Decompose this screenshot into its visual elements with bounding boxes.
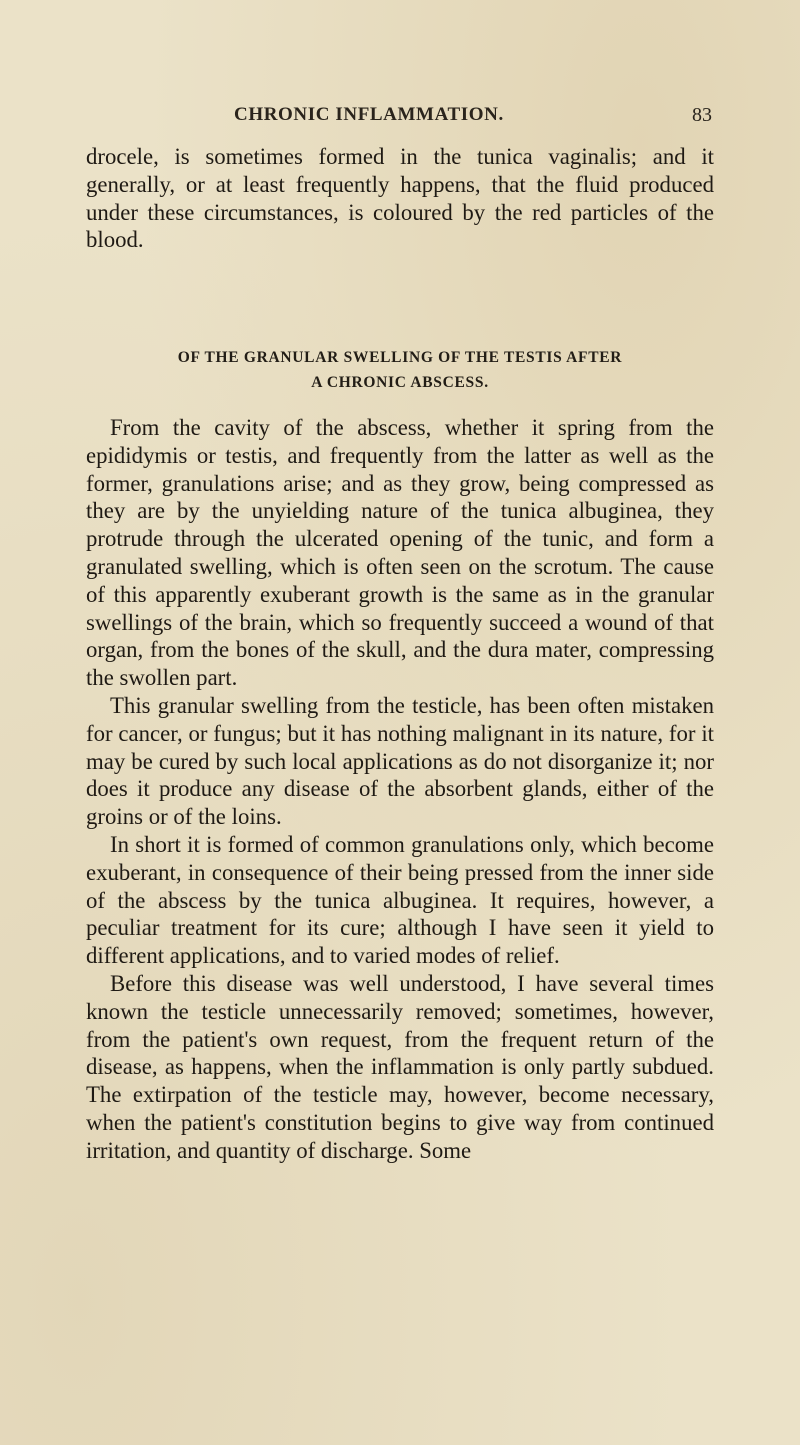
paragraph: Before this disease was well understood, I have several times known the testicle unnecessarily removed; sometimes, however, from the patient's own request, from the frequent return of the disease, as happens, when the inflammation is only partly subdued. The extirpation of the testicle may, however, become necessary, when the patient's constitution begins to give way from continued irritation, and quantity of discharge. Some xyxy=(86,970,714,1163)
section-title xyxy=(86,345,714,395)
paragraph: drocele, is sometimes formed in the tunica vaginalis; and it generally, or at least frequently happens, that the fluid produced under these circumstances, is coloured by the red particles of the blood. xyxy=(86,144,714,253)
paragraph: From the cavity of the abscess, whether it spring from the epididymis or testis, and frequently from the latter as well as the former, granulations arise; and as they grow, being compressed as they are by the unyielding nature of the tunica albuginea, they protrude through the ulcerated opening of the tunic, and form a granulated swelling, which is often seen on the scrotum. The cause of this apparently exuberant growth is the same as in the granular swellings of the brain, which so frequently succeed a wound of that organ, from the bones of the skull, and the dura mater, compressing the swollen part. xyxy=(86,415,714,691)
opening-paragraph xyxy=(86,143,714,254)
paragraph: This granular swelling from the testicle, has been often mistaken for cancer, or fungus; but it has nothing malignant in its nature, for it may be cured by such local applications as do not disorganize it; nor does it produce any disease of the absorbent glands, either of the groins or of the loins. xyxy=(86,692,714,830)
section-title-line-2: A CHRONIC ABSCESS. xyxy=(311,374,489,391)
page-number: 83 xyxy=(692,104,712,126)
section-body xyxy=(86,414,714,1165)
running-head: CHRONIC INFLAMMATION. xyxy=(234,104,504,125)
section-title-line-1: OF THE GRANULAR SWELLING OF THE TESTIS AFTER xyxy=(177,349,623,366)
page-header xyxy=(0,104,800,132)
paragraph: In short it is formed of common granulations only, which become exuberant, in consequence of their being pressed from the inner side of the abscess by the tunica albuginea. It requires, however, a peculiar treatment for its cure; although I have seen it yield to different applications, and to varied modes of relief. xyxy=(86,831,714,969)
